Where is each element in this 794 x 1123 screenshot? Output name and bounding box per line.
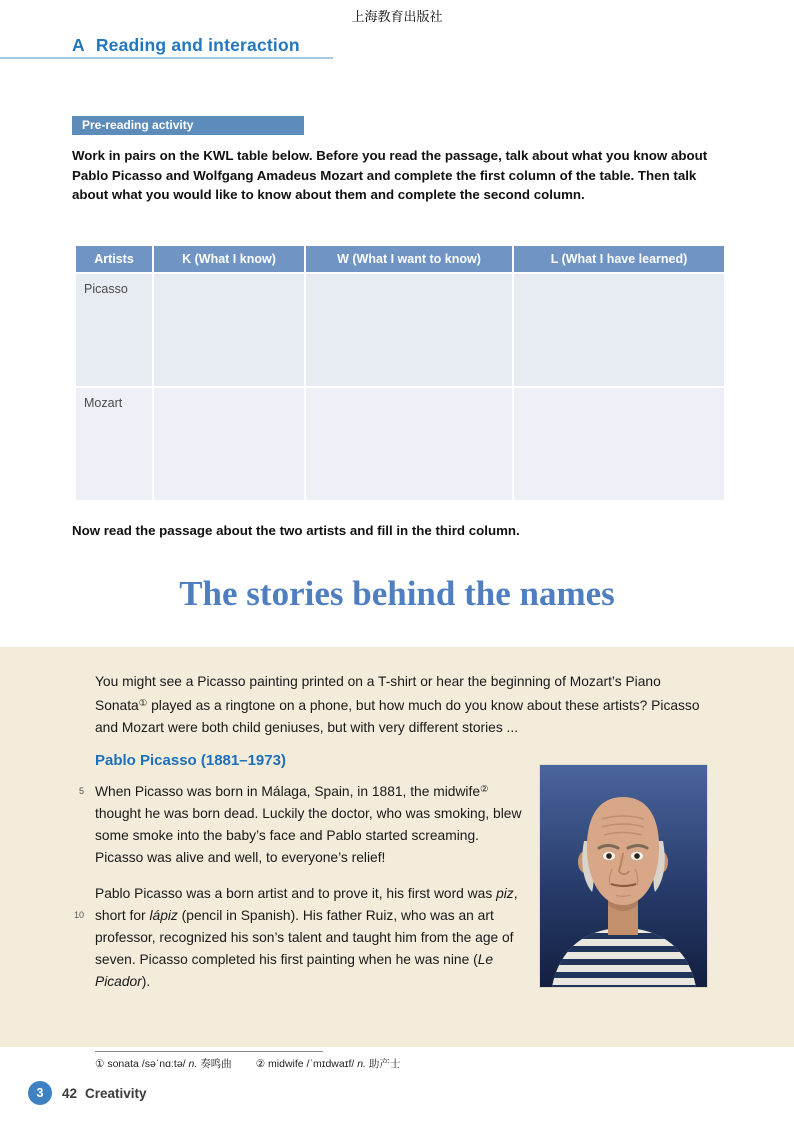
kwl-table [76,246,724,500]
kwl-cell-mozart-know [154,388,304,500]
footnote-2-word: midwife [268,1058,304,1070]
publisher-header: 上海教育出版社 [351,9,443,24]
footnote-2-meaning: 助产士 [368,1058,401,1070]
para2-text-3: (pencil in Spanish). His father Ruiz, who was an art professor, recognized his son’s talent and taught him from the age of seven. Picasso completed his first painting when he was nine ( [95,908,514,967]
kwl-header-learned: L (What I have learned) [514,246,724,272]
footnote-midwife [256,1058,401,1070]
para1-text-2: thought he was born dead. Luckily the doctor, who was smoking, blew some smoke into the baby’s face and Pablo started screaming. Picasso was alive and well, to everyone’s relief! [95,806,522,865]
para2-italic-le-picador: Le Picador [95,952,494,989]
footnote-1-word: sonata [107,1058,139,1070]
kwl-cell-mozart-want [306,388,512,500]
reading-passage-panel [0,647,794,1047]
picasso-portrait-photo [540,765,707,987]
para2-text-1: Pablo Picasso was a born artist and to prove it, his first word was [95,886,497,901]
kwl-header-know: K (What I know) [154,246,304,272]
para2-italic-lapiz: lápiz [149,908,178,923]
footnote-1-phonetic: /səˈnɑːtə/ [141,1058,186,1070]
kwl-cell-picasso-want [306,274,512,386]
section-letter: A [72,35,85,55]
footnotes [95,1056,400,1071]
intro-text-2: played as a ringtone on a phone, but how much do you know about these artists? Picasso and Mozart were both child geniuses, but with very different stories ... [95,698,700,735]
kwl-header-artists: Artists [76,246,152,272]
picasso-portrait-illustration [540,765,707,987]
line-number-10: 10 [74,910,85,920]
footnote-ref-2: ② [480,784,489,795]
footnote-sonata [95,1058,232,1070]
picasso-paragraph-1 [95,779,523,869]
section-heading [72,35,300,56]
footnote-2-pos: n. [357,1058,366,1070]
para2-italic-piz: piz [496,886,514,901]
footnote-1-marker: ① [95,1058,105,1070]
passage-title: The stories behind the names [179,574,615,613]
para2-text-2: , short for [95,886,518,923]
pre-reading-activity-badge: Pre-reading activity [72,116,304,135]
kwl-artist-picasso: Picasso [76,274,152,386]
intro-text-1: You might see a Picasso painting printed on a T-shirt or hear the beginning of Mozart’s Piano Sonata [95,674,661,713]
kwl-cell-mozart-learned [514,388,724,500]
unit-number-badge: 3 [28,1081,52,1105]
footnote-2-phonetic: /ˈmɪdwaɪf/ [306,1058,355,1070]
footnote-2-marker: ② [255,1058,266,1070]
unit-title: Creativity [85,1085,147,1101]
picasso-paragraph-2 [95,883,543,993]
footnote-1-meaning: 奏鸣曲 [200,1058,232,1070]
para1-text-1: When Picasso was born in Málaga, Spain, in 1881, the midwife [95,784,480,799]
passage-intro [95,671,710,739]
footnote-1-pos: n. [188,1058,198,1070]
page-footer [28,1081,147,1105]
kwl-header-want-to-know: W (What I want to know) [306,246,512,272]
footnote-ref-1: ① [138,698,148,709]
kwl-artist-mozart: Mozart [76,388,152,500]
kwl-cell-picasso-learned [514,274,724,386]
para2-text-4: ). [141,974,151,989]
picasso-section-heading: Pablo Picasso (1881–1973) [95,752,286,769]
pre-reading-instructions: Work in pairs on the KWL table below. Before you read the passage, talk about what you know about Pablo Picasso and Wolfgang Amadeus Mozart and complete the first column of the table. Then talk about what you would like to know about them and complete the second column. [72,148,708,202]
section-title: Reading and interaction [95,35,300,55]
page-number: 42 [62,1085,78,1101]
line-number-5: 5 [79,786,85,796]
footnote-divider [95,1051,323,1052]
kwl-cell-picasso-know [154,274,304,386]
section-heading-underline [0,57,333,59]
follow-up-instruction: Now read the passage about the two artists and fill in the third column. [72,523,520,538]
